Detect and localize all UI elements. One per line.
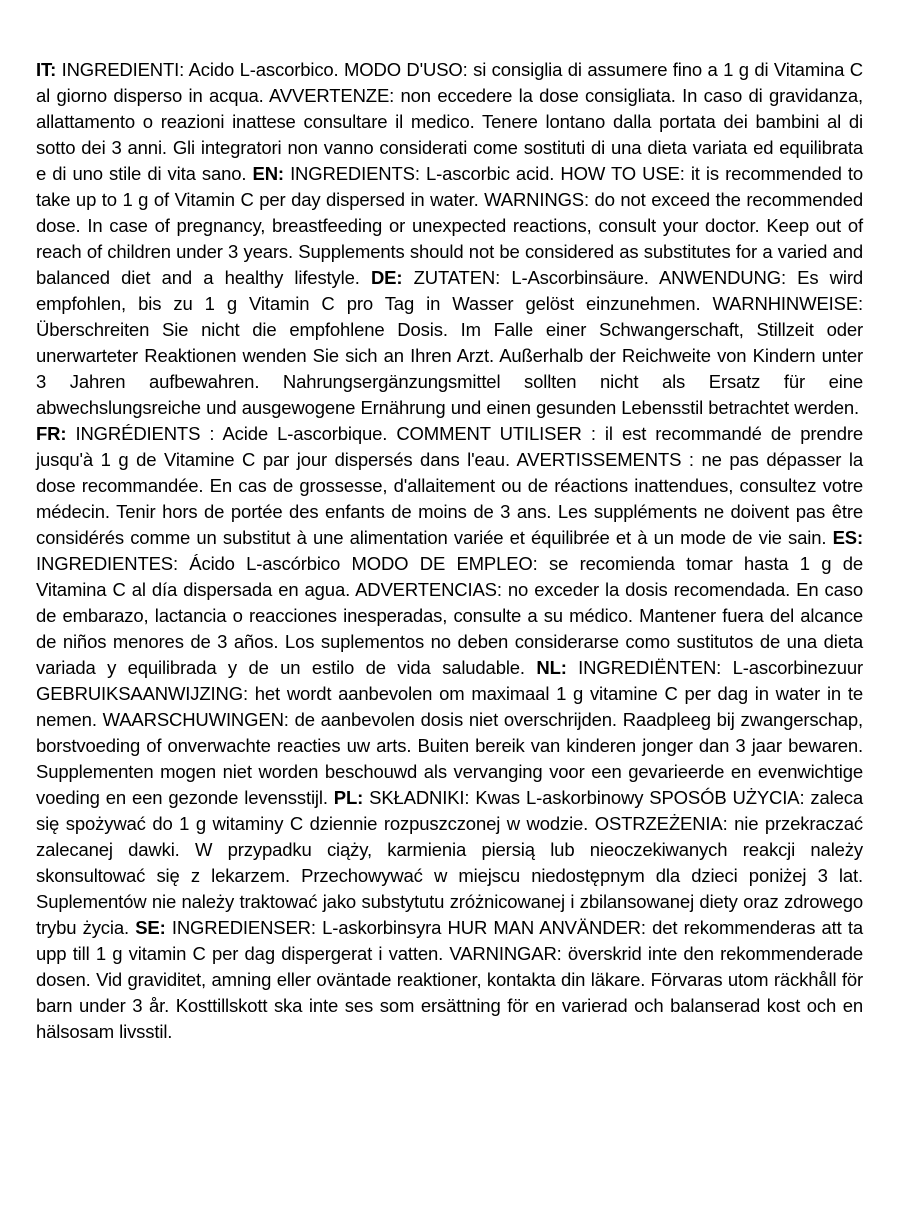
text-run: INGREDIËNTEN: L-ascorbinezuur GEBRUIKSAANWIJZING: het wordt aanbevolen om maximaal 1 g vitamine C per dag in water in te nemen. WAARSCHUWINGEN: de aanbevolen dosis niet overschrijden. Raadpleeg bij zwangerschap, borstvoeding of onverwachte reacties uw arts. Buiten bereik van kinderen jonger dan 3 jaar bewaren. Supplementen mogen niet worden beschouwd als vervanging voor een gevarieerde en evenwichtige voeding en een gezonde levensstijl. [36, 657, 864, 808]
language-code: PL: [333, 787, 364, 808]
language-code: IT: [36, 59, 57, 80]
language-code: ES: [832, 527, 863, 548]
text-run: INGREDIENTES: Ácido L-ascórbico MODO DE EMPLEO: se recomienda tomar hasta 1 g de Vitamina C al día dispersada en agua. ADVERTENCIAS: no exceder la dosis recomendada. En caso de embarazo, lactancia o reacciones inesperadas, consulte a su médico. Mantener fuera del alcance de niños menores de 3 años. Los suplementos no deben considerarse como sustitutos de una dieta variada y equilibrada y de un estilo de vida saludable. [36, 553, 863, 678]
language-code: EN: [252, 163, 284, 184]
label-text [36, 57, 863, 1045]
text-run: INGREDIENTS: L-ascorbic acid. HOW TO USE: it is recommended to take up to 1 g of Vitamin C per day dispersed in water. WARNINGS: do not exceed the recommended dose. In case of pregnancy, breastfeeding or unexpected reactions, consult your doctor. Keep out of reach of children under 3 years. Supplements should not be considered as substitutes for a varied and balanced diet and a healthy lifestyle. [36, 163, 863, 288]
text-run: INGREDIENSER: L-askorbinsyra HUR MAN ANVÄNDER: det rekommenderas att ta upp till 1 g vitamin C per dag dispergerat i vatten. VARNINGAR: överskrid inte den rekommenderade dosen. Vid graviditet, amning eller oväntade reaktioner, kontakta din läkare. Förvaras utom räckhåll för barn under 3 år. Kosttillskott ska inte ses som ersättning för en varierad och balanserad kost och en hälsosam livsstil. [36, 917, 863, 1042]
paragraph [36, 421, 863, 1045]
text-run: ZUTATEN: L-Ascorbinsäure. ANWENDUNG: Es wird empfohlen, bis zu 1 g Vitamin C pro Tag in Wasser gelöst einzunehmen. WARNHINWEISE: Überschreiten Sie nicht die empfohlene Dosis. Im Falle einer Schwangerschaft, Stillzeit oder unerwarteter Reaktionen wenden Sie sich an Ihren Arzt. Außerhalb der Reichweite von Kindern unter 3 Jahren aufbewahren. Nahrungsergänzungsmittel sollten nicht als Ersatz für eine abwechslungsreiche und ausgewogene Ernährung und einen gesunden Lebensstil betrachtet werden. [36, 267, 863, 418]
language-code: NL: [536, 657, 567, 678]
language-code: SE: [135, 917, 166, 938]
paragraph [36, 57, 863, 421]
text-run: INGREDIENTI: Acido L-ascorbico. MODO D'USO: si consiglia di assumere fino a 1 g di Vitamina C al giorno disperso in acqua. AVVERTENZE: non eccedere la dose consigliata. In caso di gravidanza, allattamento o reazioni inattese consultare il medico. Tenere lontano dalla portata dei bambini al di sotto dei 3 anni. Gli integratori non vanno considerati come sostituti di una dieta variata ed equilibrata e di uno stile di vita sano. [36, 59, 863, 184]
text-run: INGRÉDIENTS : Acide L-ascorbique. COMMENT UTILISER : il est recommandé de prendre jusqu'à 1 g de Vitamine C par jour dispersés dans l'eau. AVERTISSEMENTS : ne pas dépasser la dose recommandée. En cas de grossesse, d'allaitement ou de réactions inattendues, consultez votre médecin. Tenir hors de portée des enfants de moins de 3 ans. Les suppléments ne doivent pas être considérés comme un substitut à une alimentation variée et équilibrée et à un mode de vie sain. [36, 423, 863, 548]
language-code: DE: [370, 267, 403, 288]
text-run: SKŁADNIKI: Kwas L-askorbinowy SPOSÓB UŻYCIA: zaleca się spożywać do 1 g witaminy C dziennie rozpuszczonej w wodzie. OSTRZEŻENIA: nie przekraczać zalecanej dawki. W przypadku ciąży, karmienia piersią lub nieoczekiwanych reakcji należy skonsultować się z lekarzem. Przechowywać w miejscu niedostępnym dla dzieci poniżej 3 lat. Suplementów nie należy traktować jako substytutu zróżnicowanej i zbilansowanej diety oraz zdrowego trybu życia. [36, 787, 863, 938]
language-code: FR: [36, 423, 67, 444]
